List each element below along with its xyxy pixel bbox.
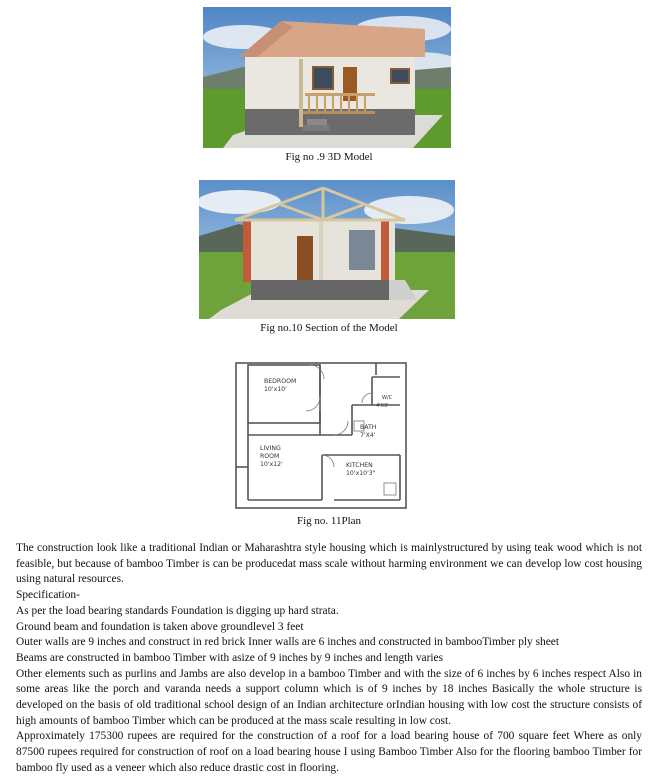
plan-label-wc-size: 4'X3' — [376, 403, 389, 409]
figure-caption: Fig no. 11Plan — [296, 515, 362, 527]
plan-label-bedroom: BEDROOM — [264, 378, 297, 385]
paragraph: Specification- — [16, 589, 80, 602]
plan-label-bath-size: 7'X4' — [360, 432, 376, 439]
paragraph: Approximately 175300 rupees are required for the construction of a roof for a load bearing house of 700 square feet Where as only 87500 rupees required for construction of roof on a load bearing house I using Bamboo Timber Also for the flooring bamboo Timber for bamboo fly used as a veneer which also reduce drastic cost in flooring. — [16, 730, 642, 774]
body-text — [16, 541, 642, 777]
plan-label-kitchen: KITCHEN — [346, 462, 373, 469]
plan-label-wc: W/C — [382, 395, 393, 401]
paragraph: Ground beam and foundation is taken above groundlevel 3 feet — [16, 620, 304, 633]
house-section-render — [199, 180, 455, 319]
figure-3d-model — [203, 7, 451, 148]
plan-label-living-size: 10'x12' — [260, 461, 283, 468]
house-3d-render — [203, 7, 451, 148]
paragraph: The construction look like a traditional Indian or Maharashtra style housing which is mainlystructured by using teak wood which is not feasible, but because of bamboo Timber is can be producedat mass scale without harming environment we can develop low cost housing using natural resources. — [16, 542, 642, 586]
plan-label-living: LIVING — [260, 445, 281, 452]
plan-label-bedroom-size: 10'x10' — [264, 386, 287, 393]
floor-plan-drawing — [234, 355, 414, 513]
paragraph: Outer walls are 9 inches and construct in red brick Inner walls are 6 inches and constructed in bambooTimber ply sheet — [16, 636, 560, 649]
figure-floor-plan — [234, 355, 414, 513]
plan-label-room: ROOM — [260, 453, 280, 460]
paragraph: Other elements such as purlins and Jambs are also develop in a bamboo Timber and with the size of 6 inches by 6 inches respect Also in some areas like the porch and varanda needs a support column which is of 9 inches by 18 inches Basically the whole structure is developed on the basis of old traditional school design of an Indian architecture orIndian housing with low cost the structure consists of high amounts of bamboo Timber which can be produced at the mass scale resulting in low cost. — [16, 667, 642, 727]
plan-label-bath: BATH — [360, 424, 377, 431]
figure-caption: Fig no .9 3D Model — [285, 151, 373, 163]
figure-caption: Fig no.10 Section of the Model — [260, 322, 398, 334]
plan-label-kitchen-size: 10'x10'3" — [346, 470, 376, 477]
figure-section-model — [199, 180, 455, 319]
paragraph: Beams are constructed in bamboo Timber with asize of 9 inches by 9 inches and length varies — [16, 651, 444, 664]
paragraph: As per the load bearing standards Foundation is digging up hard strata. — [16, 604, 339, 617]
